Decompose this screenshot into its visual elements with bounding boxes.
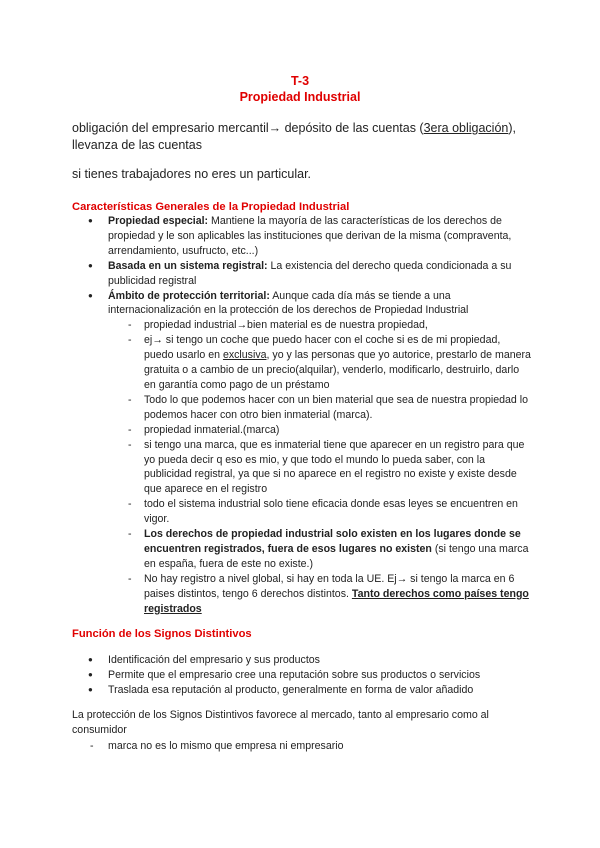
sub-bold: Los derechos de propiedad industrial solo existen en los lugares donde se encuentren registrados, fuera de esos lugares no existen <box>144 528 521 555</box>
funcion-list <box>72 653 532 698</box>
list-item <box>72 214 532 259</box>
sub-list-item: - propiedad inmaterial.(marca) <box>108 423 532 438</box>
sub-text: No hay registro a nivel global, si hay en toda la UE. Ej→ si tengo la marca en 6 paises distintos, tengo 6 derechos distintos. <box>144 572 515 600</box>
section-heading-caracteristicas: Características Generales de la Propiedad Industrial <box>72 201 350 213</box>
list-item <box>72 289 532 617</box>
intro-line-2: llevanza de las cuentas <box>72 138 202 152</box>
intro-line-1 <box>72 120 532 137</box>
sub-list-item: - si tengo una marca, que es inmaterial tiene que aparecer en un registro para que yo pueda decir q eso es mio, y que todo el mundo lo pueda saber, con la publicidad registral, ya que si no aparece en el registro no existe y existe desde que aparece en el registro <box>108 438 532 498</box>
sub-list <box>108 318 532 616</box>
item-bold: Propiedad especial: <box>108 215 209 227</box>
sub-list-item: - todo el sistema industrial solo tiene eficacia donde esas leyes se encuentren en vigor. <box>108 497 532 527</box>
sub-text: , yo y las personas que yo autorice, prestarlo de manera gratuita o a cambio de un precio(alquilar), venderlo, modificarlo, destruirlo, darlo en garantía como pago de un préstamo <box>144 349 531 391</box>
item-text: Mantiene la mayoría de las características de los derechos de propiedad y le son aplicables las instituciones que derivan de la misma (compraventa, arrendamiento, usufructo, etc...) <box>108 215 512 257</box>
caracteristicas-list <box>72 214 532 616</box>
sub-text: ej→ si tengo un coche que puedo hacer con el coche si es de mi propiedad, puedo usarlo en <box>144 334 501 362</box>
section-heading-funcion: Función de los Signos Distintivos <box>72 628 252 640</box>
intro-underlined: 3era obligación <box>423 121 509 135</box>
sub-list-item: - propiedad industrial→bien material es de nuestra propiedad, <box>108 318 532 333</box>
sub-list-item <box>108 527 532 572</box>
intro-line-3: si tienes trabajadores no eres un particular. <box>72 167 312 181</box>
sub-text: (si tengo una marca en españa, fuera de este no existe.) <box>144 542 529 570</box>
document-title: Propiedad Industrial <box>239 90 361 104</box>
item-text: La existencia del derecho queda condicionada a su publicidad registral <box>108 259 512 287</box>
list-item: - marca no es lo mismo que empresa ni empresario <box>72 739 532 754</box>
list-item: ● Permite que el empresario cree una reputación sobre sus productos o servicios <box>72 668 532 683</box>
list-item: ● Traslada esa reputación al producto, generalmente en forma de valor añadido <box>72 683 532 698</box>
item-text: Aunque cada día más se tiende a una internacionalización en la protección de los derechos de Propiedad Industrial <box>108 289 469 317</box>
intro-text-b: ), <box>508 121 517 135</box>
list-item: ● Identificación del empresario y sus productos <box>72 653 532 668</box>
sub-bold-underlined: Tanto derechos como países tengo registrados <box>144 587 529 615</box>
item-bold: Ámbito de protección territorial: <box>108 289 270 302</box>
document-code: T-3 <box>290 74 310 88</box>
sub-underlined: exclusiva <box>222 349 267 362</box>
list-item <box>72 259 532 289</box>
intro-text-a: obligación del empresario mercantil→ depósito de las cuentas ( <box>72 121 424 135</box>
sub-list-item <box>108 333 532 393</box>
sub-list-item: - Todo lo que podemos hacer con un bien material que sea de nuestra propiedad lo podemos hacer con otro bien inmaterial (marca). <box>108 393 532 423</box>
item-bold: Basada en un sistema registral: <box>108 259 268 272</box>
sub-list-item <box>108 572 532 617</box>
funcion-paragraph: La protección de los Signos Distintivos favorece al mercado, tanto al empresario como al consumidor <box>72 709 489 736</box>
funcion-dash-list <box>72 739 532 754</box>
